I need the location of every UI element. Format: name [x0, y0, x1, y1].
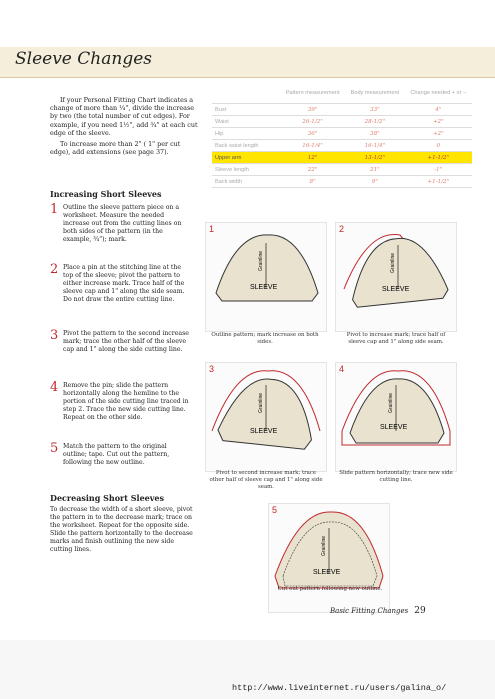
- table-header-blank: [212, 83, 280, 104]
- body-value: 28-1/2": [345, 116, 404, 128]
- fitting-chart-table: [212, 83, 472, 188]
- sleeve-label: SLEEVE: [250, 284, 278, 291]
- row-label: Back waist length: [212, 140, 280, 152]
- body-value: 21": [345, 164, 404, 176]
- row-label: Back width: [212, 176, 280, 188]
- pattern-value: 8": [280, 176, 345, 188]
- body-value: 13-1/2": [345, 152, 404, 164]
- table-header: Change needed + or –: [405, 83, 472, 104]
- step-text: Remove the pin; slide the pattern horizontally along the hemline to the portion of the side cutting line traced in step 2. Trace the new side cutting line. Repeat on the other side.: [63, 382, 189, 421]
- figure-4-caption: Slide pattern horizontally; trace new side cutting line.: [339, 470, 453, 483]
- table-header-row: [212, 83, 472, 104]
- sleeve-diagram: [336, 223, 456, 331]
- grainline-label: Grainline: [321, 535, 327, 556]
- footer-title: Basic Fitting Changes: [330, 607, 409, 615]
- table-header: Pattern measurement: [280, 83, 345, 104]
- grainline-label: Grainline: [258, 392, 264, 413]
- sleeve-label: SLEEVE: [382, 286, 410, 293]
- grainline-label: Grainline: [258, 250, 264, 271]
- figure-number: 5: [272, 505, 278, 515]
- watermark-url: http://www.liveinternet.ru/users/galina_o/: [232, 683, 447, 693]
- change-value: +1-1/2": [405, 152, 472, 164]
- figure-1: [205, 222, 327, 332]
- table-row: [212, 104, 472, 116]
- table-row: [212, 140, 472, 152]
- grainline-label: Grainline: [390, 252, 396, 273]
- table-row: [212, 152, 472, 164]
- change-value: +1-1/2": [405, 176, 472, 188]
- pattern-value: 36": [280, 128, 345, 140]
- figure-number: 1: [209, 224, 215, 234]
- page-title: Sleeve Changes: [15, 49, 152, 69]
- increasing-heading: Increasing Short Sleeves: [50, 189, 162, 199]
- figure-number: 3: [209, 364, 215, 374]
- change-value: +2": [405, 116, 472, 128]
- body-value: 38": [345, 128, 404, 140]
- sleeve-diagram: [269, 504, 389, 612]
- figure-number: 4: [339, 364, 345, 374]
- step-text: Match the pattern to the original outline; tape. Cut out the pattern, following the new outline.: [63, 443, 170, 466]
- body-value: 9": [345, 176, 404, 188]
- row-label: Upper arm: [212, 152, 280, 164]
- table-row: [212, 116, 472, 128]
- step-number: 2: [50, 262, 59, 277]
- grainline-label: Grainline: [388, 392, 394, 413]
- figure-1-caption: Outline pattern; mark increase on both sides.: [211, 332, 319, 345]
- table-header: Body measurement: [345, 83, 404, 104]
- change-value: 4": [405, 104, 472, 116]
- table-row: [212, 164, 472, 176]
- row-label: Hip: [212, 128, 280, 140]
- intro-text: [50, 96, 200, 159]
- sleeve-diagram: [206, 223, 326, 331]
- page-number: 29: [414, 606, 426, 616]
- sleeve-diagram: [206, 363, 326, 471]
- figure-5: [268, 503, 390, 613]
- figure-number: 2: [339, 224, 345, 234]
- change-value: -1": [405, 164, 472, 176]
- step-text: Place a pin at the stitching line at the top of the sleeve; pivot the pattern to either increase mark. Trace half of the sleeve cap and 1" along the side seam. Do not draw the entire cutting line.: [63, 264, 185, 303]
- sleeve-diagram: [336, 363, 456, 471]
- sleeve-label: SLEEVE: [250, 428, 278, 435]
- row-label: Waist: [212, 116, 280, 128]
- figure-4: [335, 362, 457, 472]
- sleeve-label: SLEEVE: [380, 424, 408, 431]
- intro-paragraph-1: If your Personal Fitting Chart indicates a change of more than ¼", divide the increase by two (the total number of cut edges). For example, if you need 1½", add ¾" at each cut edge of the sleeve.: [50, 96, 198, 137]
- figure-3-caption: Pivot to second increase mark; trace other half of sleeve cap and 1" along side seam.: [209, 470, 323, 490]
- step-number: 5: [50, 441, 59, 456]
- pattern-value: 12": [280, 152, 345, 164]
- decreasing-heading: Decreasing Short Sleeves: [50, 493, 164, 503]
- figure-2: [335, 222, 457, 332]
- step-number: 1: [50, 202, 59, 217]
- step-number: 3: [50, 328, 59, 343]
- step-text: Pivot the pattern to the second increase mark; trace the other half of the sleeve cap and 1" along the side cutting line.: [63, 330, 189, 353]
- pattern-value: 16-1/4": [280, 140, 345, 152]
- change-value: 0: [405, 140, 472, 152]
- decreasing-text: To decrease the width of a short sleeve, pivot the pattern in to the decrease mark; trace on the worksheet. Repeat for the opposite side. Slide the pattern horizontally to the decrease marks and finish outlining the new side cutting lines.: [50, 506, 193, 553]
- step-number: 4: [50, 380, 59, 395]
- pattern-value: 26-1/2": [280, 116, 345, 128]
- row-label: Sleeve length: [212, 164, 280, 176]
- pattern-value: 39": [280, 104, 345, 116]
- figure-3: [205, 362, 327, 472]
- figure-5-caption: Cut out pattern following new outline.: [277, 586, 383, 592]
- body-value: 16-1/4": [345, 140, 404, 152]
- pattern-value: 22": [280, 164, 345, 176]
- body-value: 33": [345, 104, 404, 116]
- table-row: [212, 128, 472, 140]
- figure-2-caption: Pivot to increase mark; trace half of sleeve cap and 1" along side seam.: [346, 332, 446, 345]
- row-label: Bust: [212, 104, 280, 116]
- page-footer: [330, 606, 426, 616]
- table-row: [212, 176, 472, 188]
- intro-paragraph-2: To increase more than 2" ( 1" per cut edge), add extensions (see page 37).: [50, 140, 181, 157]
- sleeve-label: SLEEVE: [313, 569, 341, 576]
- change-value: +2": [405, 128, 472, 140]
- step-text: Outline the sleeve pattern piece on a worksheet. Measure the needed increase out from the cutting lines on both sides of the pattern (in the example, ¾"); mark.: [63, 204, 182, 243]
